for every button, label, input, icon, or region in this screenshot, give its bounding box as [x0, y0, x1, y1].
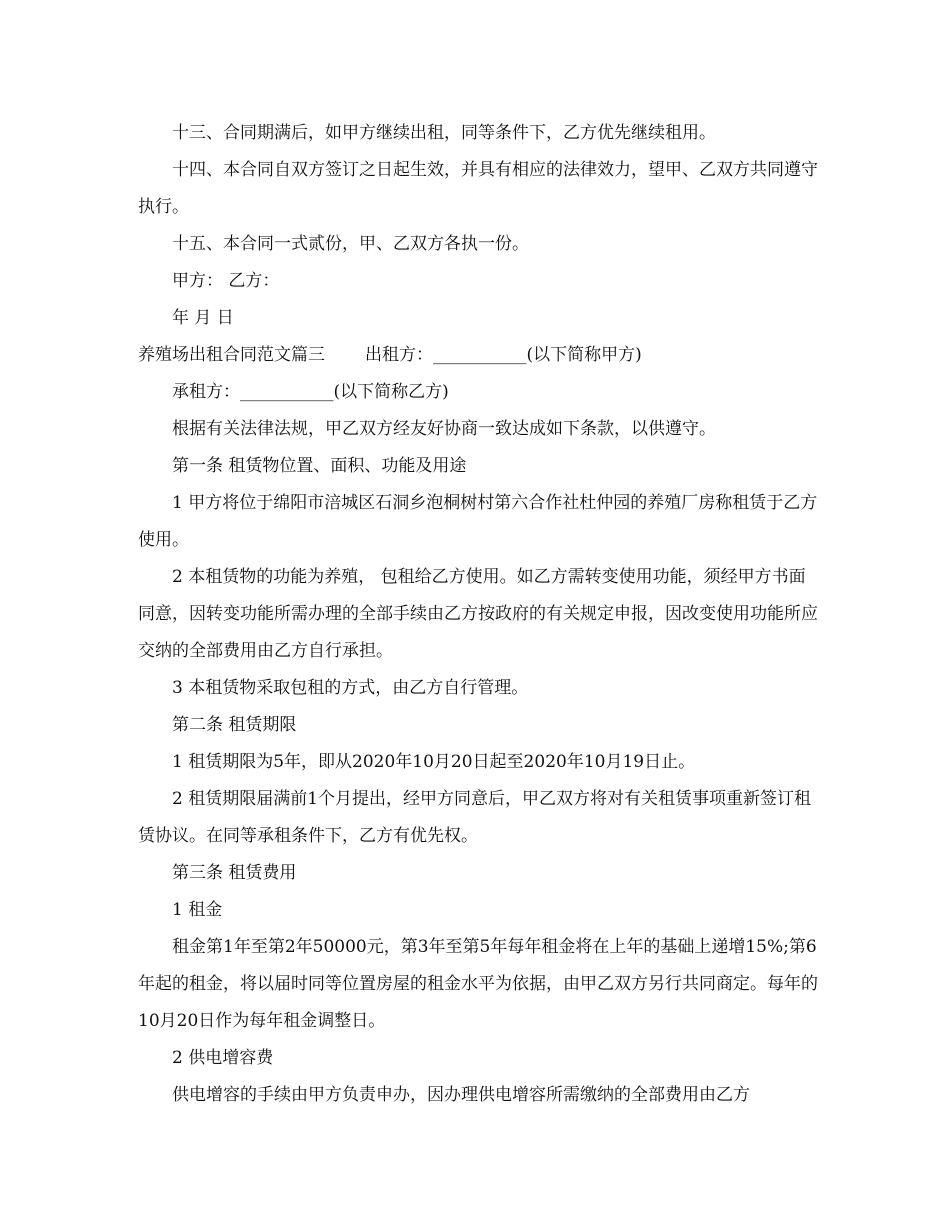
- article-1-heading: 第一条 租赁物位置、面积、功能及用途: [172, 456, 467, 476]
- preamble: 根据有关法律法规，甲乙双方经友好协商一致达成如下条款，以供遵守。: [172, 419, 716, 439]
- clause-15: 十五、本合同一式贰份，甲、乙双方各执一份。: [172, 234, 529, 254]
- lessor-line: 出租方：___________(以下简称甲方): [365, 345, 642, 365]
- lessee-line: 承租方：___________(以下简称乙方): [172, 382, 449, 402]
- article-1-item-1: 1 甲方将位于绵阳市涪城区石洞乡泡桐树村第六合作社杜仲园的养殖厂房称租赁于乙方使用。: [138, 493, 818, 550]
- document-body: [138, 115, 818, 1114]
- article-2-item-1: 1 租赁期限为5年，即从2020年10月20日起至2020年10月19日止。: [172, 752, 696, 772]
- clause-13: 十三、合同期满后，如甲方继续出租，同等条件下，乙方优先继续租用。: [172, 123, 716, 143]
- section-heading-line: [138, 337, 818, 374]
- signature-parties: 甲方： 乙方：: [172, 271, 280, 291]
- signature-date: 年 月 日: [172, 308, 234, 328]
- article-3-item-2-heading: 2 供电增容费: [172, 1048, 274, 1068]
- article-1-item-2: 2 本租赁物的功能为养殖， 包租给乙方使用。如乙方需转变使用功能，须经甲方书面同意，因转变功能所需办理的全部手续由乙方按政府的有关规定申报，因改变使用功能所应交纳的全部费用由乙方自行承担。: [138, 567, 818, 661]
- article-3-power-text: 供电增容的手续由甲方负责申办，因办理供电增容所需缴纳的全部费用由乙方: [172, 1085, 750, 1105]
- clause-14: 十四、本合同自双方签订之日起生效，并具有相应的法律效力，望甲、乙双方共同遵守执行。: [138, 160, 818, 217]
- article-1-item-3: 3 本租赁物采取包租的方式，由乙方自行管理。: [172, 678, 529, 698]
- article-3-item-1-heading: 1 租金: [172, 900, 223, 920]
- article-2-item-2: 2 租赁期限届满前1个月提出，经甲方同意后，甲乙双方将对有关租赁事项重新签订租赁协议。在同等承租条件下，乙方有优先权。: [138, 789, 812, 846]
- article-2-heading: 第二条 租赁期限: [172, 715, 297, 735]
- section-title: 养殖场出租合同范文篇三: [138, 345, 325, 365]
- article-3-rent-text: 租金第1年至第2年50000元，第3年至第5年每年租金将在上年的基础上递增15%;第6年起的租金，将以届时同等位置房屋的租金水平为依据，由甲乙双方另行共同商定。每年的10月20日作为每年租金调整日。: [138, 937, 818, 1031]
- article-3-heading: 第三条 租赁费用: [172, 863, 297, 883]
